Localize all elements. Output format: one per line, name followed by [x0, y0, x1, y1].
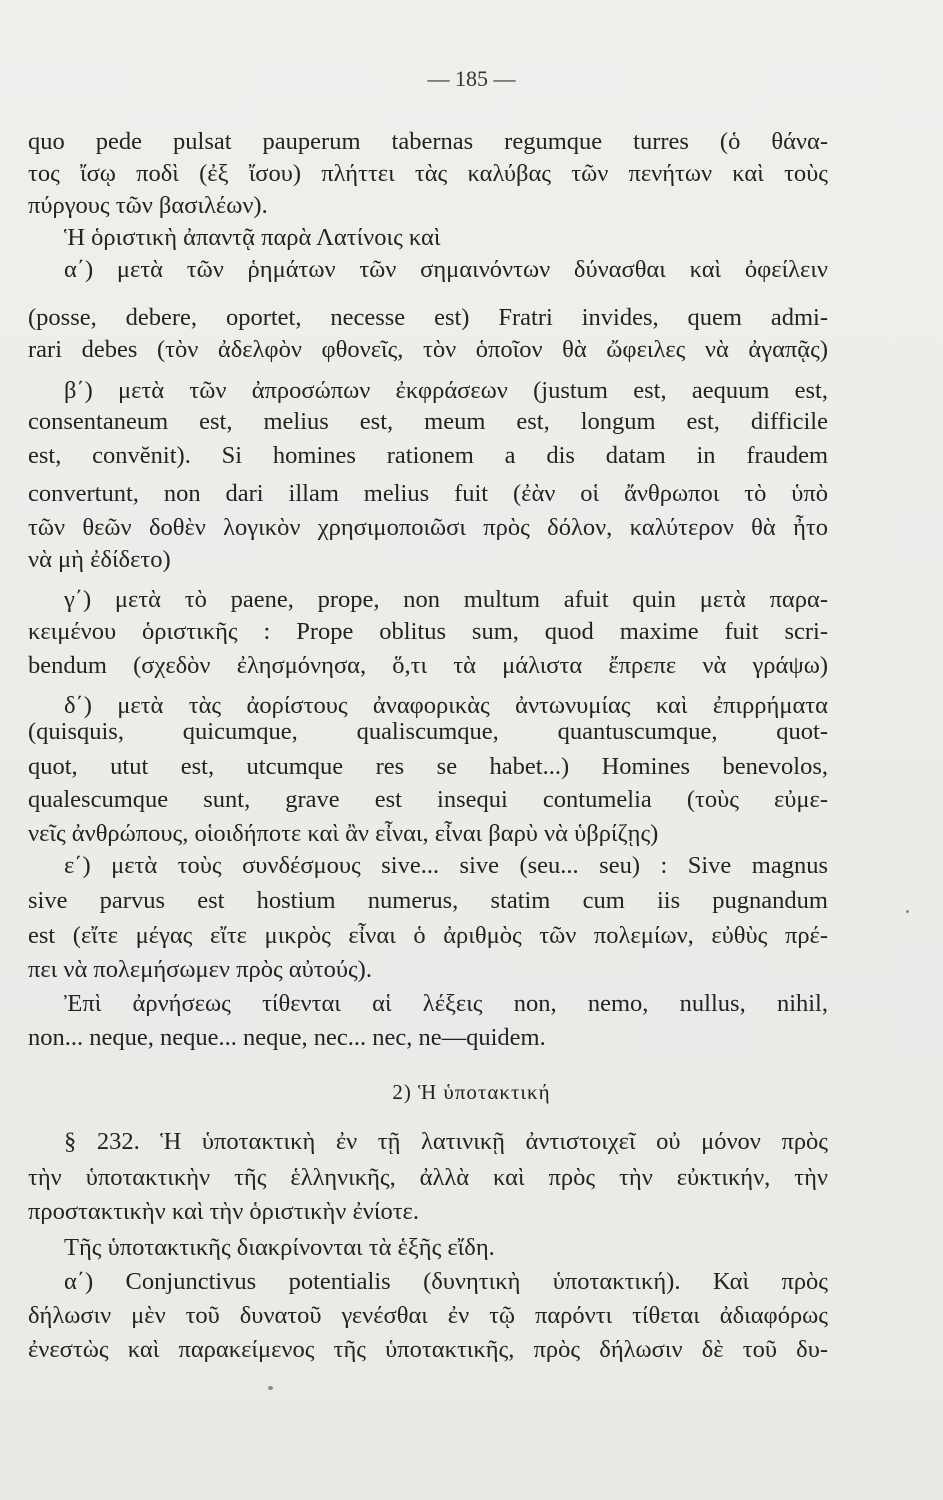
text-line: § 232. Ἡ ὑποτακτικὴ ἐν τῇ λατινικῇ ἀντιστοιχεῖ οὐ μόνον πρὸς — [64, 1128, 828, 1155]
text-line: δ΄) μετὰ τὰς ἀορίστους ἀναφορικὰς ἀντωνυμίας καὶ ἐπιρρήματα — [64, 692, 828, 719]
text-line: β΄) μετὰ τῶν ἀπροσώπων ἐκφράσεων (justum est, aequum est, — [64, 377, 828, 404]
text-line: qualescumque sunt, grave est insequi contumelia (τοὺς εὐμε- — [28, 786, 828, 813]
text-line: quot, utut est, utcumque res se habet...) Homines benevolos, — [28, 753, 828, 780]
text-line: ε΄) μετὰ τοὺς συνδέσμους sive... sive (seu... seu) : Sive magnus — [64, 852, 828, 879]
text-line: α΄) Conjunctivus potentialis (δυνητικὴ ὑποτακτική). Καὶ πρὸς — [64, 1268, 828, 1295]
text-line: convertunt, non dari illam melius fuit (ἐὰν οἱ ἄνθρωποι τὸ ὑπὸ — [28, 480, 828, 507]
text-line: Ἡ ὁριστικὴ ἀπαντᾷ παρὰ Λατίνοις καὶ — [64, 224, 441, 251]
text-line: πει νὰ πολεμήσωμεν πρὸς αὐτούς). — [28, 956, 372, 983]
page-number: — 185 — — [427, 66, 516, 91]
paper-speck — [268, 1386, 273, 1390]
text-line: ἐνεστὼς καὶ παρακείμενος τῆς ὑποτακτικῆς, πρὸς δήλωσιν δὲ τοῦ δυ- — [28, 1336, 828, 1363]
text-line: est (εἴτε μέγας εἴτε μικρὸς εἶναι ὁ ἀριθμὸς τῶν πολεμίων, εὐθὺς πρέ- — [28, 922, 828, 949]
text-line: non... neque, neque... neque, nec... nec, ne—quidem. — [28, 1024, 546, 1051]
text-line: (posse, debere, oportet, necesse est) Fratri invides, quem admi- — [28, 304, 828, 331]
text-line: προστακτικὴν καὶ τὴν ὁριστικὴν ἐνίοτε. — [28, 1198, 419, 1225]
text-line: τῶν θεῶν δοθὲν λογικὸν χρησιμοποιῶσι πρὸς δόλον, καλύτερον θὰ ἦτο — [28, 514, 828, 541]
text-line: νεῖς ἀνθρώπους, οἱοιδήποτε καὶ ἂν εἶναι, εἶναι βαρὺ νὰ ὑβρίζῃς) — [28, 820, 659, 847]
text-line: Τῆς ὑποτακτικῆς διακρίνονται τὰ ἑξῆς εἴδη. — [64, 1234, 495, 1261]
text-line: νὰ μὴ ἐδίδετο) — [28, 546, 171, 573]
text-line: γ΄) μετὰ τὸ paene, prope, non multum afuit quin μετὰ παρα- — [64, 586, 828, 613]
text-line: α΄) μετὰ τῶν ῥημάτων τῶν σημαινόντων δύνασθαι καὶ ὀφείλειν — [64, 256, 828, 283]
text-line: quo pede pulsat pauperum tabernas regumque turres (ὁ θάνα- — [28, 128, 828, 155]
text-line: κειμένου ὁριστικῆς : Prope oblitus sum, quod maxime fuit scri- — [28, 618, 828, 645]
text-line: est, convĕnit). Si homines rationem a dis datam in fraudem — [28, 442, 828, 469]
text-line: sive parvus est hostium numerus, statim cum iis pugnandum — [28, 887, 828, 914]
section-heading: 2) Ἡ ὑποτακτική — [392, 1080, 551, 1104]
paper-speck — [906, 910, 909, 913]
text-line: πύργους τῶν βασιλέων). — [28, 192, 268, 219]
text-line: δήλωσιν μὲν τοῦ δυνατοῦ γενέσθαι ἐν τῷ παρόντι τίθεται ἀδιαφόρως — [28, 1302, 828, 1329]
text-line: bendum (σχεδὸν ἐλησμόνησα, ὅ,τι τὰ μάλιστα ἔπρεπε νὰ γράψω) — [28, 652, 828, 679]
text-line: τὴν ὑποτακτικὴν τῆς ἑλληνικῆς, ἀλλὰ καὶ πρὸς τὴν εὐκτικήν, τὴν — [28, 1164, 828, 1191]
text-line: rari debes (τὸν ἀδελφὸν φθονεῖς, τὸν ὁποῖον θὰ ὤφειλες νὰ ἀγαπᾷς) — [28, 336, 828, 363]
text-line: τος ἴσῳ ποδὶ (ἐξ ἴσου) πλήττει τὰς καλύβας τῶν πενήτων καὶ τοὺς — [28, 160, 828, 187]
text-line: Ἐπὶ ἀρνήσεως τίθενται αἱ λέξεις non, nemo, nullus, nihil, — [64, 990, 828, 1017]
text-line: (quisquis, quicumque, qualiscumque, quantuscumque, quot- — [28, 718, 828, 745]
text-line: consentaneum est, melius est, meum est, longum est, difficile — [28, 408, 828, 435]
